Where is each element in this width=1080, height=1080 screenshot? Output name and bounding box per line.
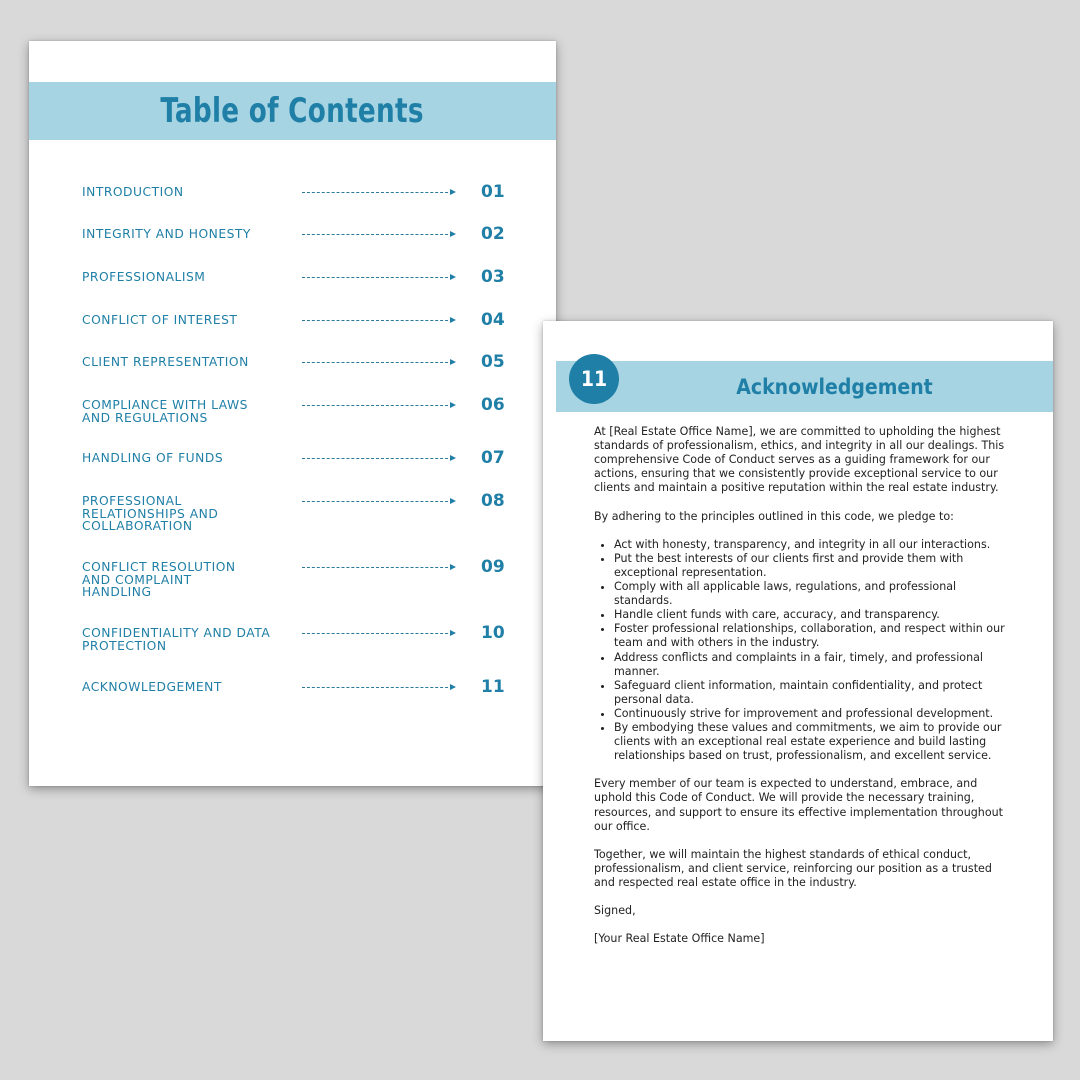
- acknowledgement-body: [594, 425, 1010, 961]
- pledge-item: • Continuously strive for improvement and professional development.: [614, 707, 1010, 721]
- toc-entry-number: 06: [481, 395, 505, 415]
- toc-entry-number: 09: [481, 557, 505, 577]
- pledge-list: [594, 538, 1010, 764]
- toc-entry-number: 08: [481, 491, 505, 511]
- pledge-intro: By adhering to the principles outlined in this code, we pledge to:: [594, 509, 954, 523]
- toc-entry: [29, 623, 556, 667]
- acknowledgement-page: [543, 321, 1053, 1041]
- toc-entry: [29, 395, 556, 439]
- toc-entry: [29, 182, 556, 226]
- toc-entry: [29, 224, 556, 268]
- toc-entry-number: 07: [481, 448, 505, 468]
- toc-entry-label: ACKNOWLEDGEMENT: [82, 680, 222, 694]
- dashed-arrow-icon: [302, 192, 453, 193]
- toc-entry: [29, 448, 556, 492]
- toc-entry-label: HANDLING OF FUNDS: [82, 451, 224, 465]
- toc-entry-label: INTRODUCTION: [82, 185, 184, 199]
- toc-title-banner: [29, 82, 556, 140]
- dashed-arrow-icon: [302, 277, 453, 278]
- toc-entry-number: 04: [481, 310, 505, 330]
- toc-entry: [29, 677, 556, 721]
- dashed-arrow-icon: [302, 501, 453, 502]
- signed-line: Signed,: [594, 904, 636, 918]
- dashed-arrow-icon: [302, 567, 453, 568]
- toc-entry-label: PROFESSIONALISM: [82, 270, 206, 284]
- toc-entry: [29, 557, 556, 601]
- toc-entry-number: 11: [481, 677, 505, 697]
- dashed-arrow-icon: [302, 362, 453, 363]
- toc-entry-number: 05: [481, 352, 505, 372]
- toc-entry-number: 03: [481, 267, 505, 287]
- toc-entry-label: CONFLICT RESOLUTION AND COMPLAINT HANDLING: [82, 560, 236, 599]
- toc-entry-label: INTEGRITY AND HONESTY: [82, 227, 251, 241]
- toc-entry: [29, 267, 556, 311]
- dashed-arrow-icon: [302, 405, 453, 406]
- toc-entry-number: 10: [481, 623, 505, 643]
- toc-entry-label: CLIENT REPRESENTATION: [82, 355, 249, 369]
- dashed-arrow-icon: [302, 320, 453, 321]
- pledge-item: • Foster professional relationships, collaboration, and respect within our team and with others in the industry.: [614, 622, 1010, 650]
- together-paragraph: Together, we will maintain the highest standards of ethical conduct, professionalism, and client service, reinforcing our position as a trusted and respected real estate office in the industry.: [594, 847, 992, 889]
- dashed-arrow-icon: [302, 234, 453, 235]
- toc-entry-label: CONFLICT OF INTEREST: [82, 313, 238, 327]
- dashed-arrow-icon: [302, 633, 453, 634]
- team-paragraph: Every member of our team is expected to understand, embrace, and uphold this Code of Conduct. We will provide the necessary training, resources, and support to ensure its effective implementation throughout our office.: [594, 777, 1003, 833]
- toc-entry-label: COMPLIANCE WITH LAWS AND REGULATIONS: [82, 398, 248, 425]
- pledge-item: • Act with honesty, transparency, and integrity in all our interactions.: [614, 538, 1010, 552]
- dashed-arrow-icon: [302, 687, 453, 688]
- section-number-badge: 11: [569, 354, 619, 404]
- pledge-item: • Safeguard client information, maintain confidentiality, and protect personal data.: [614, 679, 1010, 707]
- signature-line: [Your Real Estate Office Name]: [594, 932, 765, 946]
- toc-entry-label: CONFIDENTIALITY AND DATA PROTECTION: [82, 626, 271, 653]
- pledge-item: • By embodying these values and commitments, we aim to provide our clients with an exceptional real estate experience and build lasting relationships based on trust, professionalism, and excellent service.: [614, 721, 1010, 763]
- toc-title: Table of Contents: [160, 91, 425, 131]
- toc-entry-number: 02: [481, 224, 505, 244]
- pledge-item: • Address conflicts and complaints in a fair, timely, and professional manner.: [614, 651, 1010, 679]
- pledge-item: • Handle client funds with care, accuracy, and transparency.: [614, 608, 1010, 622]
- toc-entry: [29, 310, 556, 354]
- dashed-arrow-icon: [302, 458, 453, 459]
- intro-paragraph: At [Real Estate Office Name], we are committed to upholding the highest standards of professionalism, ethics, and integrity in all our dealings. This comprehensive Code of Conduct serves as a guiding framework for our actions, ensuring that we consistently provide exceptional service to our clients and maintain a positive reputation within the real estate industry.: [594, 425, 1005, 495]
- pledge-item: • Put the best interests of our clients first and provide them with exceptional representation.: [614, 552, 1010, 580]
- acknowledgement-title-banner: [556, 361, 1053, 412]
- toc-entry-label: PROFESSIONAL RELATIONSHIPS AND COLLABORATION: [82, 494, 219, 533]
- toc-entry-number: 01: [481, 182, 505, 202]
- toc-entry: [29, 491, 556, 535]
- acknowledgement-title: Acknowledgement: [736, 374, 933, 399]
- pledge-item: • Comply with all applicable laws, regulations, and professional standards.: [614, 580, 1010, 608]
- toc-page: [29, 41, 556, 786]
- toc-entry: [29, 352, 556, 396]
